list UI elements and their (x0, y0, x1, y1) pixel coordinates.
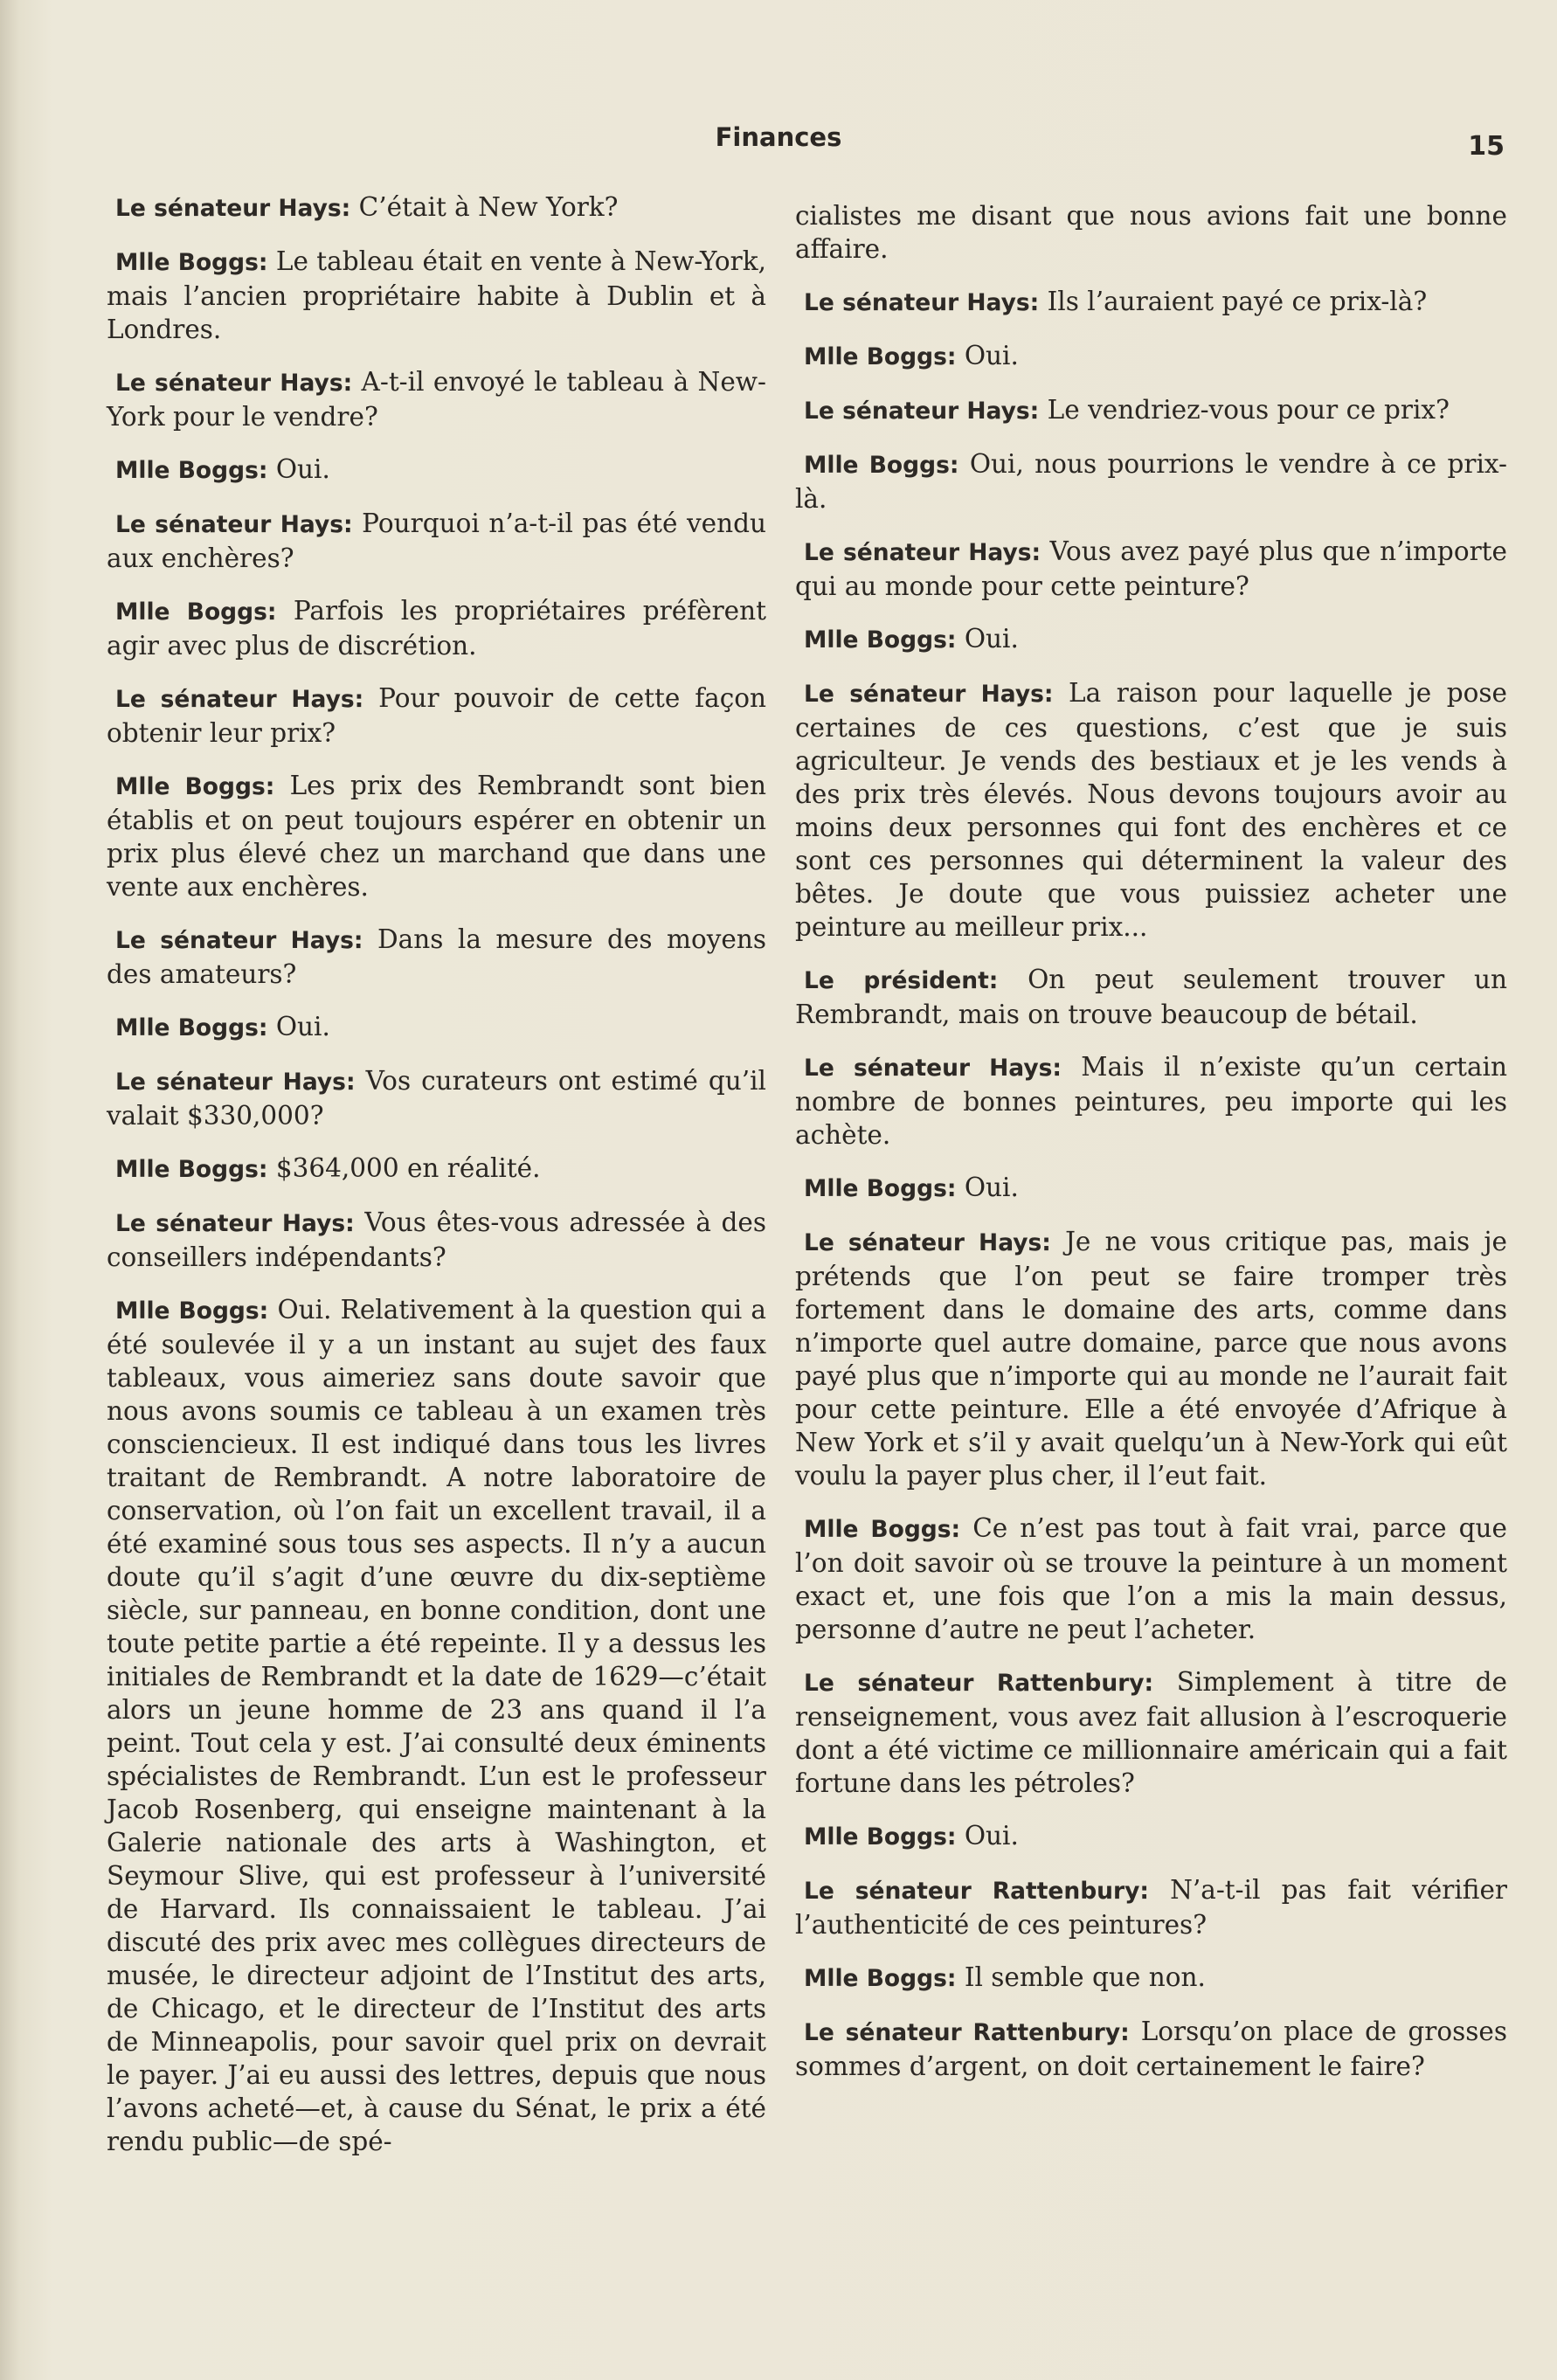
speech-text: Ils l’auraient payé ce prix-là? (1039, 287, 1428, 316)
speaker-name: Mlle Boggs: (115, 249, 268, 276)
speech-text: cialistes me disant que nous avions fait une bonne affaire. (795, 201, 1507, 264)
speaker-name: Mlle Boggs: (804, 1516, 961, 1543)
speaker-name: Mlle Boggs: (804, 1175, 957, 1202)
speaker-name: Le sénateur Rattenbury: (804, 1878, 1149, 1905)
speaker-name: Le sénateur Hays: (804, 1055, 1062, 1082)
speech-text: Parfois les propriétaires préfèrent agir avec plus de discrétion. (107, 596, 766, 661)
speech-text: Oui. (267, 1012, 330, 1041)
dialogue-paragraph (795, 622, 1507, 657)
speech-text: Ce n’est pas tout à fait vrai, parce que l’on doit savoir où se trouve la peinture à un moment exact et, une fois que l’on a mis la main dessus, personne d’autre ne peut l’acheter. (795, 1513, 1508, 1644)
speaker-name: Mlle Boggs: (804, 1823, 957, 1851)
speech-text: Oui. (956, 624, 1019, 654)
speaker-name: Le sénateur Hays: (115, 927, 363, 954)
speech-text: Oui. (956, 341, 1019, 370)
speaker-name: Mlle Boggs: (115, 1156, 268, 1183)
dialogue-paragraph (795, 199, 1507, 266)
speaker-name: Le sénateur Hays: (115, 511, 353, 538)
speaker-name: Le sénateur Rattenbury: (804, 1670, 1154, 1697)
dialogue-paragraph (795, 447, 1507, 515)
speech-text: $364,000 en réalité. (267, 1153, 541, 1183)
dialogue-paragraph (795, 535, 1507, 603)
dialogue-paragraph (107, 594, 766, 662)
speaker-name: Le sénateur Hays: (115, 195, 351, 222)
speaker-name: Le sénateur Rattenbury: (804, 2019, 1130, 2046)
dialogue-paragraph (107, 245, 766, 346)
speaker-name: Le sénateur Hays: (115, 686, 364, 713)
dialogue-paragraph (107, 923, 766, 991)
speaker-name: Mlle Boggs: (804, 343, 957, 370)
speech-text: Oui. (956, 1821, 1019, 1851)
dialogue-paragraph (795, 2015, 1507, 2083)
dialogue-paragraph (795, 285, 1507, 320)
dialogue-paragraph (107, 507, 766, 575)
dialogue-paragraph (795, 963, 1507, 1031)
speech-text: Mais il n’existe qu’un certain nombre de bonnes peintures, peu importe qui les achète. (795, 1052, 1507, 1150)
dialogue-paragraph (107, 1206, 766, 1274)
speech-text: N’a-t-il pas fait vérifier l’authenticité de ces peintures? (795, 1875, 1507, 1940)
speech-text: Vos curateurs ont estimé qu’il valait $330,000? (107, 1066, 766, 1131)
dialogue-paragraph (795, 1819, 1507, 1854)
speech-text: Vous avez payé plus que n’importe qui au monde pour cette peinture? (795, 536, 1507, 601)
speaker-name: Mlle Boggs: (115, 773, 275, 800)
speech-text: Oui. (956, 1173, 1019, 1202)
speech-text: Lorsqu’on place de grosses sommes d’argent, on doit certainement le faire? (795, 2017, 1507, 2081)
dialogue-paragraph (795, 1171, 1507, 1206)
speaker-name: Le sénateur Hays: (115, 370, 353, 397)
running-header: Finances (715, 122, 842, 152)
speaker-name: Le sénateur Hays: (804, 1229, 1051, 1256)
dialogue-paragraph (107, 1010, 766, 1045)
speech-text: On peut seulement trouver un Rembrandt, mais on trouve beaucoup de bétail. (795, 965, 1507, 1029)
dialogue-paragraph (795, 1512, 1507, 1646)
speech-text: Les prix des Rembrandt sont bien établis et on peut toujours espérer en obtenir un prix plus élevé chez un marchand que dans une vente aux enchères. (107, 771, 766, 902)
dialogue-paragraph (795, 1225, 1507, 1492)
speech-text: Le tableau était en vente à New-York, mais l’ancien propriétaire habite à Dublin et à Londres. (107, 246, 766, 344)
speaker-name: Le sénateur Hays: (804, 398, 1040, 425)
speaker-name: Le président: (804, 967, 999, 994)
speaker-name: Mlle Boggs: (804, 452, 959, 479)
speech-text: A-t-il envoyé le tableau à New-York pour le vendre? (107, 367, 766, 432)
speech-text: Je ne vous critique pas, mais je prétends que l’on peut se faire tromper très fortement dans le domaine des arts, comme dans n’importe quel autre domaine, parce que nous avons payé plus que n’importe qui au monde ne l’aurait fait pour cette peinture. Elle a été envoyée d’Afrique à New York et s’il y avait quelqu’un à New-York qui eût voulu la payer plus cher, il l’eut fait. (795, 1227, 1507, 1491)
dialogue-paragraph (107, 681, 766, 750)
left-column (107, 190, 766, 2177)
dialogue-paragraph (795, 1961, 1507, 1996)
speech-text: Il semble que non. (956, 1962, 1206, 1992)
speaker-name: Le sénateur Hays: (115, 1069, 356, 1096)
dialogue-paragraph (107, 1293, 766, 2158)
speech-text: Dans la mesure des moyens des amateurs? (107, 924, 766, 989)
speech-text: La raison pour laquelle je pose certaines de ces questions, c’est que je suis agriculteur. Je vends des bestiaux et je les vends à des prix très élevés. Nous devons toujours avoir au moins deux personnes qui font des enchères et ce sont ces personnes qui déterminent la valeur des bêtes. Je doute que vous puissiez acheter une peinture au meilleur prix... (795, 678, 1507, 942)
dialogue-paragraph (795, 676, 1507, 944)
page-number: 15 (1468, 131, 1505, 162)
speaker-name: Mlle Boggs: (115, 1014, 268, 1041)
speaker-name: Mlle Boggs: (115, 598, 277, 626)
dialogue-paragraph (795, 393, 1507, 428)
dialogue-paragraph (795, 1873, 1507, 1941)
dialogue-paragraph (795, 339, 1507, 374)
dialogue-paragraph (107, 1152, 766, 1187)
speech-text: C’était à New York? (350, 192, 619, 222)
dialogue-paragraph (107, 190, 766, 225)
speech-text: Oui. Relativement à la question qui a été soulevée il y a un instant au sujet des faux tableaux, vous aimeriez sans doute savoir que nous avons soumis ce tableau à un examen très consciencieux. Il est indiqué dans tous les livres traitant de Rembrandt. A notre laboratoire de conservation, où l’on fait un excellent travail, il a été examiné sous tous ses aspects. Il n’y a aucun doute qu’il s’agit d’une œuvre du dix-septième siècle, sur panneau, en bonne condition, dont une toute petite partie a été repeinte. Il y a dessus les initiales de Rembrandt et la date de 1629—c’était alors un jeune homme de 23 ans quand il l’a peint. Tout cela y est. J’ai consulté deux éminents spécialistes de Rembrandt. L’un est le professeur Jacob Rosenberg, qui enseigne maintenant à la Galerie nationale des arts à Washington, et Seymour Slive, qui est professeur à l’université de Harvard. Ils connaissaient le tableau. J’ai discuté des prix avec mes collègues directeurs de musée, le directeur adjoint de l’Institut des arts, de Chicago, et le directeur de l’Institut des arts de Minneapolis, pour savoir quel prix on devrait le payer. J’ai eu aussi des lettres, depuis que nous l’avons acheté—et, à cause du Sénat, le prix a été rendu public—de spé- (107, 1295, 766, 2156)
speech-text: Le vendriez-vous pour ce prix? (1039, 395, 1450, 425)
dialogue-paragraph (795, 1665, 1507, 1800)
speaker-name: Mlle Boggs: (115, 457, 268, 484)
dialogue-paragraph (107, 365, 766, 433)
speech-text: Simplement à titre de renseignement, vous avez fait allusion à l’escroquerie dont a été victime ce millionnaire américain qui a fait fortune dans les pétroles? (795, 1667, 1507, 1798)
speech-text: Oui. (267, 454, 330, 484)
dialogue-paragraph (795, 1050, 1507, 1152)
speaker-name: Mlle Boggs: (115, 1297, 269, 1325)
dialogue-paragraph (107, 453, 766, 488)
speaker-name: Le sénateur Hays: (115, 1210, 355, 1237)
dialogue-paragraph (107, 769, 766, 903)
right-column (795, 199, 1507, 2102)
speech-text: Pourquoi n’a-t-il pas été vendu aux enchères? (107, 509, 766, 573)
speaker-name: Le sénateur Hays: (804, 681, 1054, 708)
speaker-name: Le sénateur Hays: (804, 289, 1040, 316)
speech-text: Vous êtes-vous adressée à des conseillers indépendants? (107, 1207, 766, 1272)
speaker-name: Mlle Boggs: (804, 626, 957, 654)
speaker-name: Mlle Boggs: (804, 1965, 957, 1992)
speech-text: Oui, nous pourrions le vendre à ce prix-là. (795, 449, 1507, 514)
dialogue-paragraph (107, 1064, 766, 1132)
speaker-name: Le sénateur Hays: (804, 539, 1041, 566)
speech-text: Pour pouvoir de cette façon obtenir leur prix? (107, 683, 766, 748)
